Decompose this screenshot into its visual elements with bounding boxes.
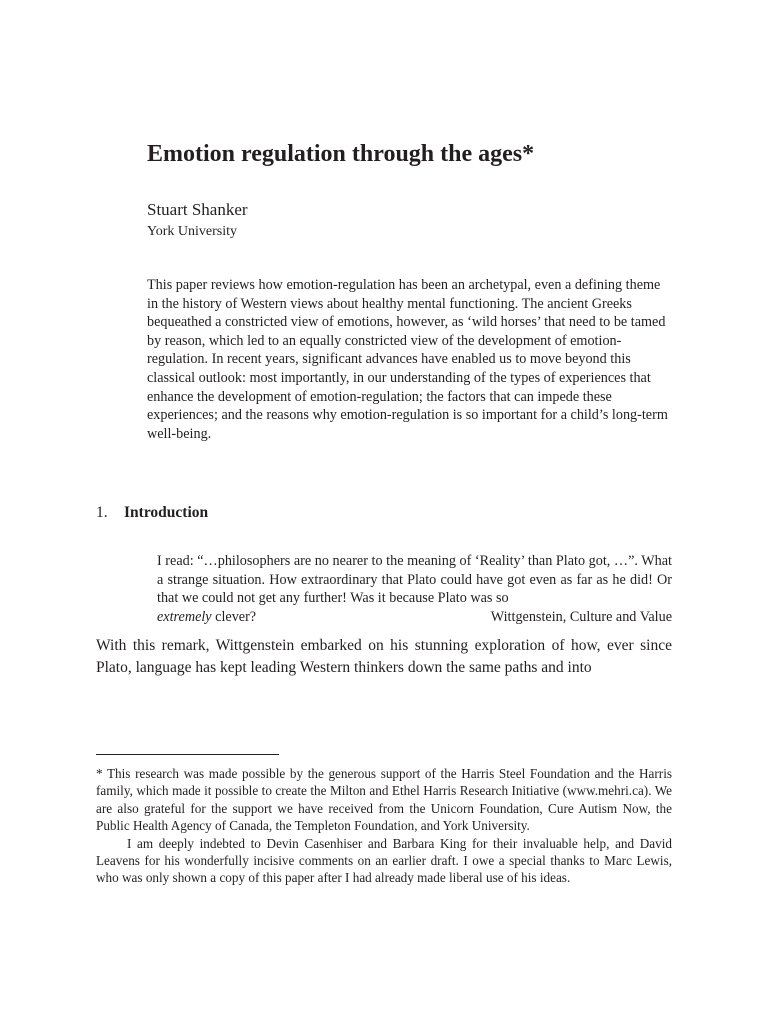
section-number: 1. [96,504,108,521]
section-heading [96,503,496,523]
abstract: This paper reviews how emotion-regulation has been an archetypal, even a defining theme in the history of Western views about healthy mental functioning. The ancient Greeks bequeathed a constricted view of emotions, however, as ‘wild horses’ that need to be tamed by reason, which led to an equally constricted view of the development of emotion-regulation. In recent years, significant advances have enabled us to move beyond this classical outlook: most importantly, in our understanding of the types of experiences that enhance the development of emotion-regulation; the factors that can impede these experiences; and the reasons why emotion-regulation is so important for a child’s long-term well-being. [147,277,668,442]
epigraph-emphasis: extremely [157,608,212,625]
section-title: Introduction [124,504,209,521]
epigraph-attribution: Wittgenstein, Culture and Value [490,608,672,625]
epigraph [157,552,672,626]
epigraph-text: I read: “…philosophers are no nearer to the meaning of ‘Reality’ than Plato got, …”. What a strange situation. How extraordinary that Plato could have got even as far as he did! Or that we could not get any further! Was it because Plato was so [157,553,672,607]
footnotes [96,765,672,887]
epigraph-text-end: clever? [211,608,257,625]
footnote-funding: * This research was made possible by the generous support of the Harris Steel Foundation and the Harris family, which made it possible to create the Milton and Ethel Harris Research Initiative (www.mehri.ca). We are also grateful for the support we have received from the Unicorn Foundation, Cure Autism Now, the Public Health Agency of Canada, the Templeton Foundation, and York University. [96,766,672,834]
body-paragraph: With this remark, Wittgenstein embarked on his stunning exploration of how, ever since Plato, language has kept leading Western thinkers down the same paths and into [96,637,672,676]
footnote-acknowledgements: I am deeply indebted to Devin Casenhiser and Barbara King for their invaluable help, and David Leavens for his wonderfully incisive comments on an earlier draft. I owe a special thanks to Marc Lewis, who was only shown a copy of this paper after I had already made liberal use of his ideas. [96,835,672,886]
epigraph-last-line [157,608,672,627]
footnote-divider [96,754,279,755]
author-affiliation: York University [147,224,237,239]
epigraph-ending [157,608,256,627]
author-name: Stuart Shanker [147,200,248,219]
paper-title: Emotion regulation through the ages* [147,141,535,167]
